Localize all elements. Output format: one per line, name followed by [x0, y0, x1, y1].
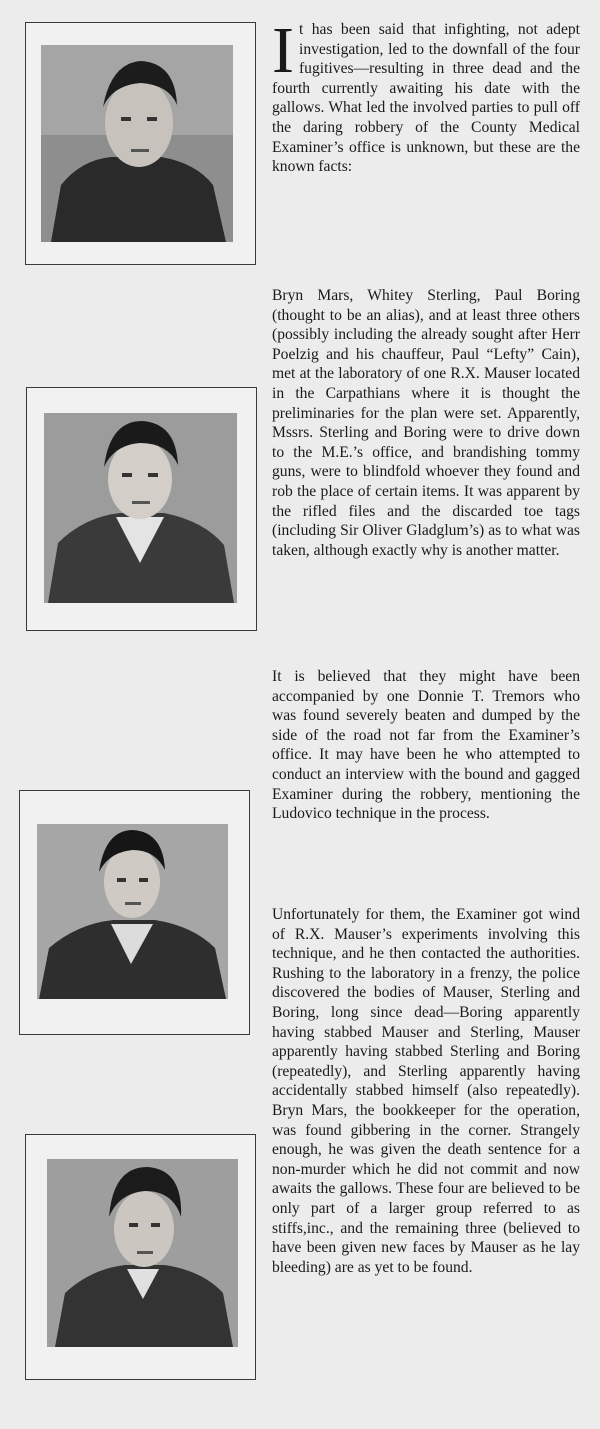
portrait-photo-1	[41, 45, 233, 242]
portrait-photo-4	[47, 1159, 238, 1347]
portrait-icon	[37, 824, 228, 999]
article-paragraph-1	[272, 14, 580, 177]
article-paragraph-4: Unfortunately for them, the Examiner got wind of R.X. Mauser’s experiments involving this technique, and he then contacted the authorities. Rushing to the laboratory in a frenzy, the police discovered the bodies of Mauser, Sterling and Boring, long since dead—Boring apparently having stabbed Mauser and Sterling, Mauser apparently having stabbed Sterling and Boring (repeatedly), and Sterling apparently having accidentally stabbed himself (also repeatedly). Bryn Mars, the bookkeeper for the operation, was found gibbering in the corner. Strangely enough, he was given the death sentence for a non-murder which he did not commit and now awaits the gallows. These four are believed to be only part of a larger group referred to as stiffs,inc., and the remaining three (believed to have been given new faces by Mauser as he lay bleeding) are as yet to be found.	[272, 906, 580, 1276]
photo-frame-4	[25, 1134, 256, 1380]
portrait-icon	[41, 45, 233, 242]
drop-cap: I	[272, 14, 294, 87]
photo-frame-3	[19, 790, 250, 1035]
photo-frame-2	[26, 387, 257, 631]
paragraph-1-text: t has been said that infighting, not adept investigation, led to the downfall of the four fugitives—resulting in three dead and the fourth currently awaiting his date with the gallows. What led the involved parties to pull off the daring robbery of the County Medical Examiner’s office is unknown, but these are the known facts:	[272, 21, 580, 176]
portrait-icon	[47, 1159, 238, 1347]
portrait-photo-2	[44, 413, 237, 603]
photo-frame-1	[25, 22, 256, 265]
article-paragraph-2: Bryn Mars, Whitey Sterling, Paul Boring (thought to be an alias), and at least three others (possibly including the already sought after Herr Poelzig and his chauffeur, Paul “Lefty” Cain), met at the laboratory of one R.X. Mauser located in the Carpathians where it is thought the preliminaries for the plan were set. Apparently, Mssrs. Sterling and Boring were to drive down to the M.E.’s office, and brandishing tommy guns, were to blindfold whoever they found and rob the place of certain items. It was apparent by the rifled files and the discarded toe tags (including Sir Oliver Gladglum’s) as to what was taken, although exactly why is another matter.	[272, 287, 580, 559]
article-paragraph-3: It is believed that they might have been accompanied by one Donnie T. Tremors who was found severely beaten and dumped by the side of the road not far from the Examiner’s office. It may have been he who attempted to conduct an interview with the bound and gagged Examiner during the robbery, mentioning the Ludovico technique in the process.	[272, 668, 580, 823]
portrait-photo-3	[37, 824, 228, 999]
portrait-icon	[44, 413, 237, 603]
